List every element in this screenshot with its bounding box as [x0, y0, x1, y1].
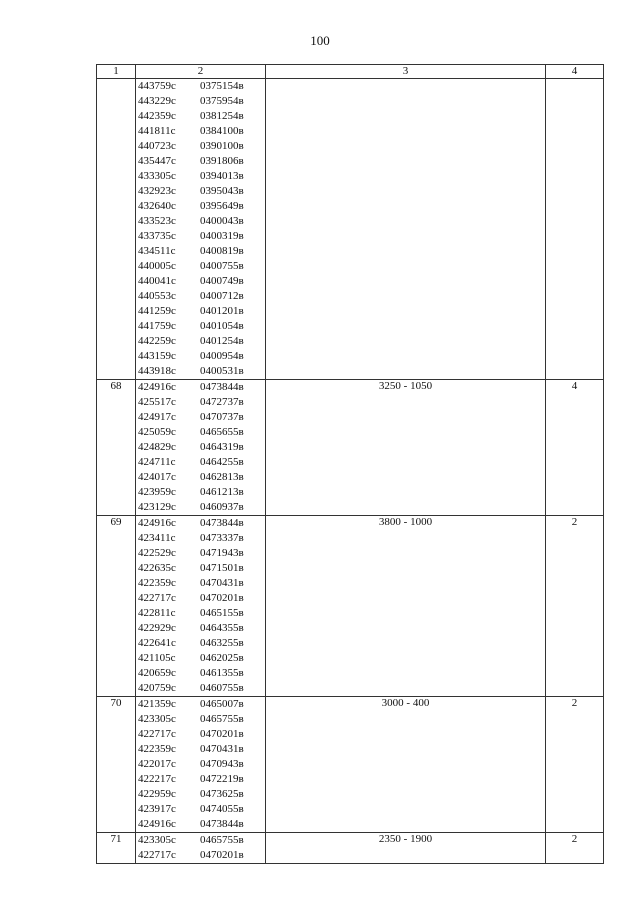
longitude: 0463255в: [200, 637, 244, 649]
longitude: 0400712в: [200, 290, 244, 302]
distance-range: 3000 - 400: [266, 697, 546, 833]
latitude: 423305с: [138, 834, 176, 846]
latitude: 424916с: [138, 818, 176, 830]
coordinate-pair: [136, 697, 265, 712]
count-value: 4: [546, 380, 604, 516]
latitude: 422635с: [138, 562, 176, 574]
latitude: 433305с: [138, 170, 176, 182]
longitude: 0470943в: [200, 758, 244, 770]
coordinate-pair: [136, 79, 265, 94]
longitude: 0400755в: [200, 260, 244, 272]
longitude: 0470201в: [200, 849, 244, 861]
coordinate-pair: [136, 380, 265, 395]
latitude: 422959с: [138, 788, 176, 800]
latitude: 422717с: [138, 849, 176, 861]
longitude: 0390100в: [200, 140, 244, 152]
longitude: 0465755в: [200, 834, 244, 846]
longitude: 0401254в: [200, 335, 244, 347]
latitude: 422217с: [138, 773, 176, 785]
coordinate-pair: [136, 395, 265, 410]
coordinate-pair: [136, 591, 265, 606]
coordinate-pair: [136, 485, 265, 500]
count-value: 2: [546, 833, 604, 864]
latitude: 425517с: [138, 396, 176, 408]
table-row: [97, 79, 604, 380]
longitude: 0384100в: [200, 125, 244, 137]
coordinate-pair: [136, 274, 265, 289]
coordinate-pair: [136, 184, 265, 199]
coordinate-pair: [136, 651, 265, 666]
coordinate-pair: [136, 289, 265, 304]
longitude: 0472219в: [200, 773, 244, 785]
coordinate-pair: [136, 802, 265, 817]
longitude: 0465155в: [200, 607, 244, 619]
latitude: 423411с: [138, 532, 176, 544]
longitude: 0470431в: [200, 743, 244, 755]
coordinates-table: [96, 64, 604, 864]
longitude: 0375954в: [200, 95, 244, 107]
latitude: 424017с: [138, 471, 176, 483]
count-value: 2: [546, 697, 604, 833]
table-row: [97, 697, 604, 833]
latitude: 423129с: [138, 501, 176, 513]
coordinate-pair: [136, 757, 265, 772]
longitude: 0472737в: [200, 396, 244, 408]
longitude: 0460937в: [200, 501, 244, 513]
coordinate-pair: [136, 561, 265, 576]
latitude: 423917с: [138, 803, 176, 815]
longitude: 0401201в: [200, 305, 244, 317]
coordinate-pair: [136, 742, 265, 757]
latitude: 422929с: [138, 622, 176, 634]
coordinate-pair: [136, 109, 265, 124]
column-header: 3: [266, 65, 546, 79]
column-header: 1: [97, 65, 136, 79]
coordinates-cell: [136, 697, 266, 833]
coordinate-pair: [136, 681, 265, 696]
latitude: 441811с: [138, 125, 176, 137]
row-number: 68: [97, 380, 136, 516]
coordinate-pair: [136, 848, 265, 863]
coordinate-pair: [136, 124, 265, 139]
latitude: 433735с: [138, 230, 176, 242]
latitude: 440005с: [138, 260, 176, 272]
longitude: 0473844в: [200, 381, 244, 393]
latitude: 443759с: [138, 80, 176, 92]
coordinate-pair: [136, 94, 265, 109]
longitude: 0400819в: [200, 245, 244, 257]
latitude: 442359с: [138, 110, 176, 122]
latitude: 424916с: [138, 381, 176, 393]
coordinates-cell: [136, 516, 266, 697]
longitude: 0470201в: [200, 592, 244, 604]
longitude: 0462025в: [200, 652, 244, 664]
latitude: 443159с: [138, 350, 176, 362]
longitude: 0395649в: [200, 200, 244, 212]
coordinates-cell: [136, 833, 266, 864]
longitude: 0470737в: [200, 411, 244, 423]
coordinate-pair: [136, 817, 265, 832]
latitude: 434511с: [138, 245, 176, 257]
longitude: 0465007в: [200, 698, 244, 710]
longitude: 0381254в: [200, 110, 244, 122]
latitude: 441259с: [138, 305, 176, 317]
latitude: 422641с: [138, 637, 176, 649]
coordinate-pair: [136, 304, 265, 319]
latitude: 423305с: [138, 713, 176, 725]
coordinate-pair: [136, 154, 265, 169]
longitude: 0473844в: [200, 818, 244, 830]
longitude: 0400954в: [200, 350, 244, 362]
coordinate-pair: [136, 500, 265, 515]
coordinate-pair: [136, 470, 265, 485]
latitude: 421359с: [138, 698, 176, 710]
coordinate-pair: [136, 576, 265, 591]
coordinate-pair: [136, 531, 265, 546]
latitude: 440553с: [138, 290, 176, 302]
table-header-row: [97, 65, 604, 79]
latitude: 423959с: [138, 486, 176, 498]
longitude: 0395043в: [200, 185, 244, 197]
coordinate-pair: [136, 349, 265, 364]
latitude: 425059с: [138, 426, 176, 438]
distance-range: 3800 - 1000: [266, 516, 546, 697]
coordinate-pair: [136, 244, 265, 259]
longitude: 0461355в: [200, 667, 244, 679]
latitude: 442259с: [138, 335, 176, 347]
distance-range: [266, 79, 546, 380]
longitude: 0375154в: [200, 80, 244, 92]
longitude: 0391806в: [200, 155, 244, 167]
latitude: 422529с: [138, 547, 176, 559]
longitude: 0394013в: [200, 170, 244, 182]
table-body: [97, 79, 604, 864]
column-header: 4: [546, 65, 604, 79]
longitude: 0470431в: [200, 577, 244, 589]
coordinate-pair: [136, 606, 265, 621]
latitude: 433523с: [138, 215, 176, 227]
distance-range: 2350 - 1900: [266, 833, 546, 864]
coordinate-pair: [136, 334, 265, 349]
coordinate-pair: [136, 425, 265, 440]
coordinate-pair: [136, 410, 265, 425]
coordinate-pair: [136, 712, 265, 727]
longitude: 0401054в: [200, 320, 244, 332]
latitude: 432923с: [138, 185, 176, 197]
longitude: 0462813в: [200, 471, 244, 483]
latitude: 443229с: [138, 95, 176, 107]
latitude: 424711с: [138, 456, 176, 468]
coordinate-pair: [136, 772, 265, 787]
longitude: 0460755в: [200, 682, 244, 694]
coordinate-pair: [136, 727, 265, 742]
longitude: 0400749в: [200, 275, 244, 287]
latitude: 424917с: [138, 411, 176, 423]
latitude: 440041с: [138, 275, 176, 287]
latitude: 441759с: [138, 320, 176, 332]
latitude: 420659с: [138, 667, 176, 679]
latitude: 435447с: [138, 155, 176, 167]
latitude: 422017с: [138, 758, 176, 770]
coordinate-pair: [136, 214, 265, 229]
coordinate-pair: [136, 666, 265, 681]
coordinate-pair: [136, 319, 265, 334]
longitude: 0474055в: [200, 803, 244, 815]
table-row: [97, 380, 604, 516]
row-number: [97, 79, 136, 380]
coordinate-pair: [136, 516, 265, 531]
coordinate-pair: [136, 636, 265, 651]
coordinate-pair: [136, 229, 265, 244]
longitude: 0465755в: [200, 713, 244, 725]
distance-range: 3250 - 1050: [266, 380, 546, 516]
latitude: 443918с: [138, 365, 176, 377]
coordinate-pair: [136, 169, 265, 184]
latitude: 440723с: [138, 140, 176, 152]
table-row: [97, 833, 604, 864]
table-row: [97, 516, 604, 697]
coordinate-pair: [136, 139, 265, 154]
latitude: 420759с: [138, 682, 176, 694]
coordinate-pair: [136, 787, 265, 802]
row-number: 71: [97, 833, 136, 864]
longitude: 0464355в: [200, 622, 244, 634]
longitude: 0473337в: [200, 532, 244, 544]
longitude: 0461213в: [200, 486, 244, 498]
latitude: 424829с: [138, 441, 176, 453]
row-number: 69: [97, 516, 136, 697]
longitude: 0400531в: [200, 365, 244, 377]
column-header: 2: [136, 65, 266, 79]
latitude: 422811с: [138, 607, 176, 619]
coordinates-cell: [136, 79, 266, 380]
latitude: 422359с: [138, 743, 176, 755]
longitude: 0464255в: [200, 456, 244, 468]
coordinate-pair: [136, 455, 265, 470]
longitude: 0465655в: [200, 426, 244, 438]
latitude: 422717с: [138, 728, 176, 740]
coordinate-pair: [136, 259, 265, 274]
latitude: 422717с: [138, 592, 176, 604]
longitude: 0470201в: [200, 728, 244, 740]
latitude: 432640с: [138, 200, 176, 212]
count-value: [546, 79, 604, 380]
longitude: 0400319в: [200, 230, 244, 242]
longitude: 0471943в: [200, 547, 244, 559]
count-value: 2: [546, 516, 604, 697]
row-number: 70: [97, 697, 136, 833]
coordinate-pair: [136, 364, 265, 379]
longitude: 0464319в: [200, 441, 244, 453]
longitude: 0473844в: [200, 517, 244, 529]
latitude: 422359с: [138, 577, 176, 589]
coordinate-pair: [136, 833, 265, 848]
longitude: 0400043в: [200, 215, 244, 227]
latitude: 424916с: [138, 517, 176, 529]
longitude: 0471501в: [200, 562, 244, 574]
latitude: 421105с: [138, 652, 176, 664]
coordinates-cell: [136, 380, 266, 516]
coordinate-pair: [136, 199, 265, 214]
longitude: 0473625в: [200, 788, 244, 800]
coordinate-pair: [136, 621, 265, 636]
page-number: 100: [310, 33, 330, 48]
coordinate-pair: [136, 440, 265, 455]
coordinate-pair: [136, 546, 265, 561]
